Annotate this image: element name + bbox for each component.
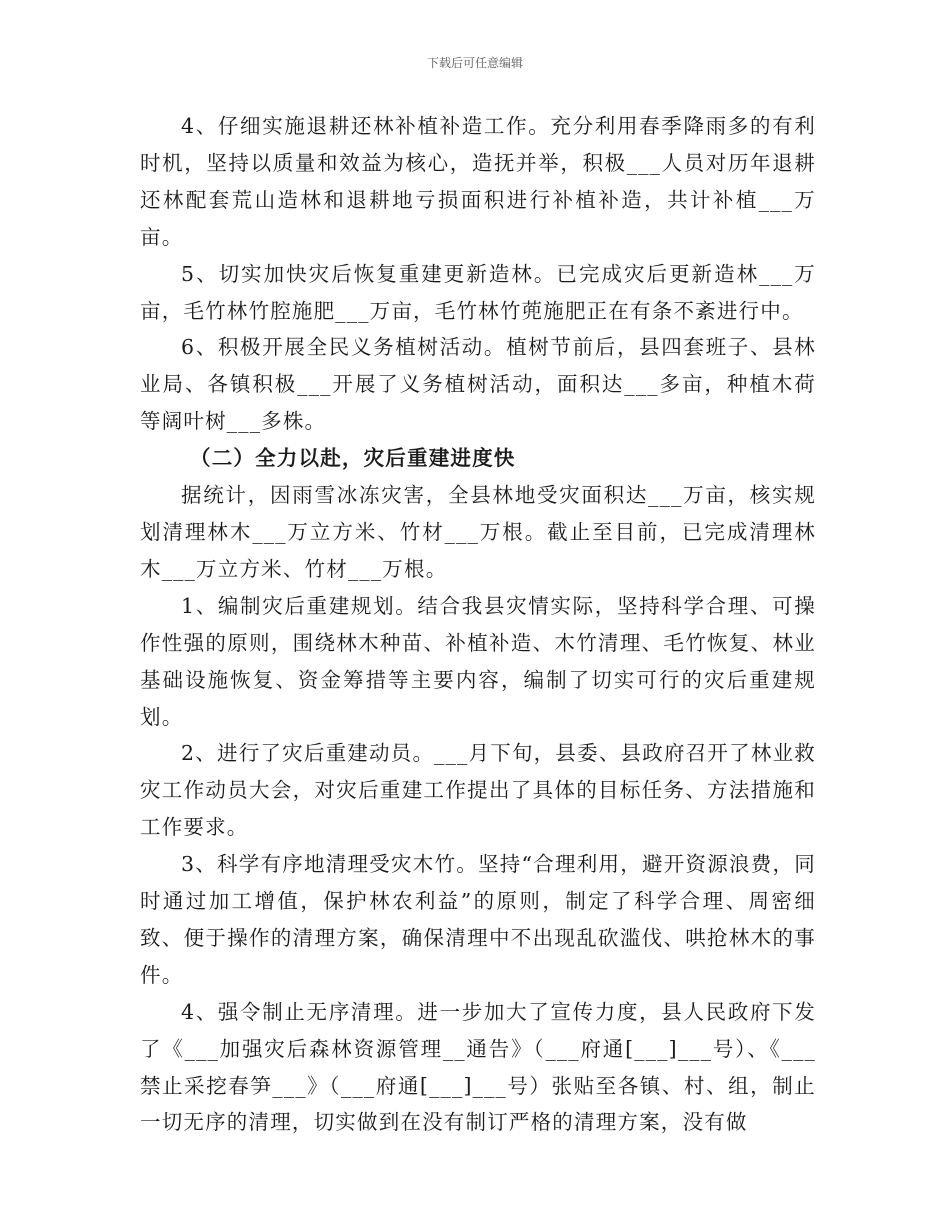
section-heading-2: （二）全力以赴，灾后重建进度快 [190, 446, 516, 471]
paragraph-item-4-prohibition: 4、强令制止无序清理。进一步加大了宣传力度，县人民政府下发了《___加强灾后森林资源管理__通告》（___府通[___]___号）、《___禁止采挖春笋___》（___府通[___]___号）张贴至各镇、村、组，制止一切无序的清理，切实做到在没有制订严格的清理方案，没有做 [140, 999, 816, 1135]
paragraph-item-3-clearing: 3、科学有序地清理受灾木竹。坚持“合理利用，避开资源浪费，同时通过加工增值，保护林农利益”的原则，制定了科学合理、周密细致、便于操作的清理方案，确保清理中不出现乱砍滥伐、哄抢林木的事件。 [140, 852, 816, 987]
page-header: 下载后可任意编辑 [426, 56, 523, 70]
paragraph-item-1-plan: 1、编制灾后重建规划。结合我县灾情实际，坚持科学合理、可操作性强的原则，围绕林木种苗、补植补造、木竹清理、毛竹恢复、林业基础设施恢复、资金筹措等主要内容，编制了切实可行的灾后重建规划。 [140, 593, 816, 729]
paragraph-statistics: 据统计，因雨雪冰冻灾害，全县林地受灾面积达___万亩，核实规划清理林木___万立方米、竹材___万根。截止至目前，已完成清理林木___万立方米、竹材___万根。 [140, 483, 816, 581]
paragraph-item-6-tree-planting: 6、积极开展全民义务植树活动。植树节前后，县四套班子、县林业局、各镇积极___开展了义务植树活动，面积达___多亩，种植木荷等阔叶树___多株。 [140, 335, 816, 434]
document-body [140, 108, 816, 1141]
paragraph-item-2-mobilization: 2、进行了灾后重建动员。___月下旬，县委、县政府召开了林业救灾工作动员大会，对灾后重建工作提出了具体的目标任务、方法措施和工作要求。 [140, 741, 816, 840]
paragraph-item-5-renewal: 5、切实加快灾后恢复重建更新造林。已完成灾后更新造林___万亩，毛竹林竹腔施肥___万亩，毛竹林竹蔸施肥正在有条不紊进行中。 [140, 261, 816, 323]
paragraph-item-4-reforestation: 4、仔细实施退耕还林补植补造工作。充分利用春季降雨多的有利时机，坚持以质量和效益为核心，造抚并举，积极___人员对历年退耕还林配套荒山造林和退耕地亏损面积进行补植补造，共计补植___万亩。 [140, 114, 816, 249]
